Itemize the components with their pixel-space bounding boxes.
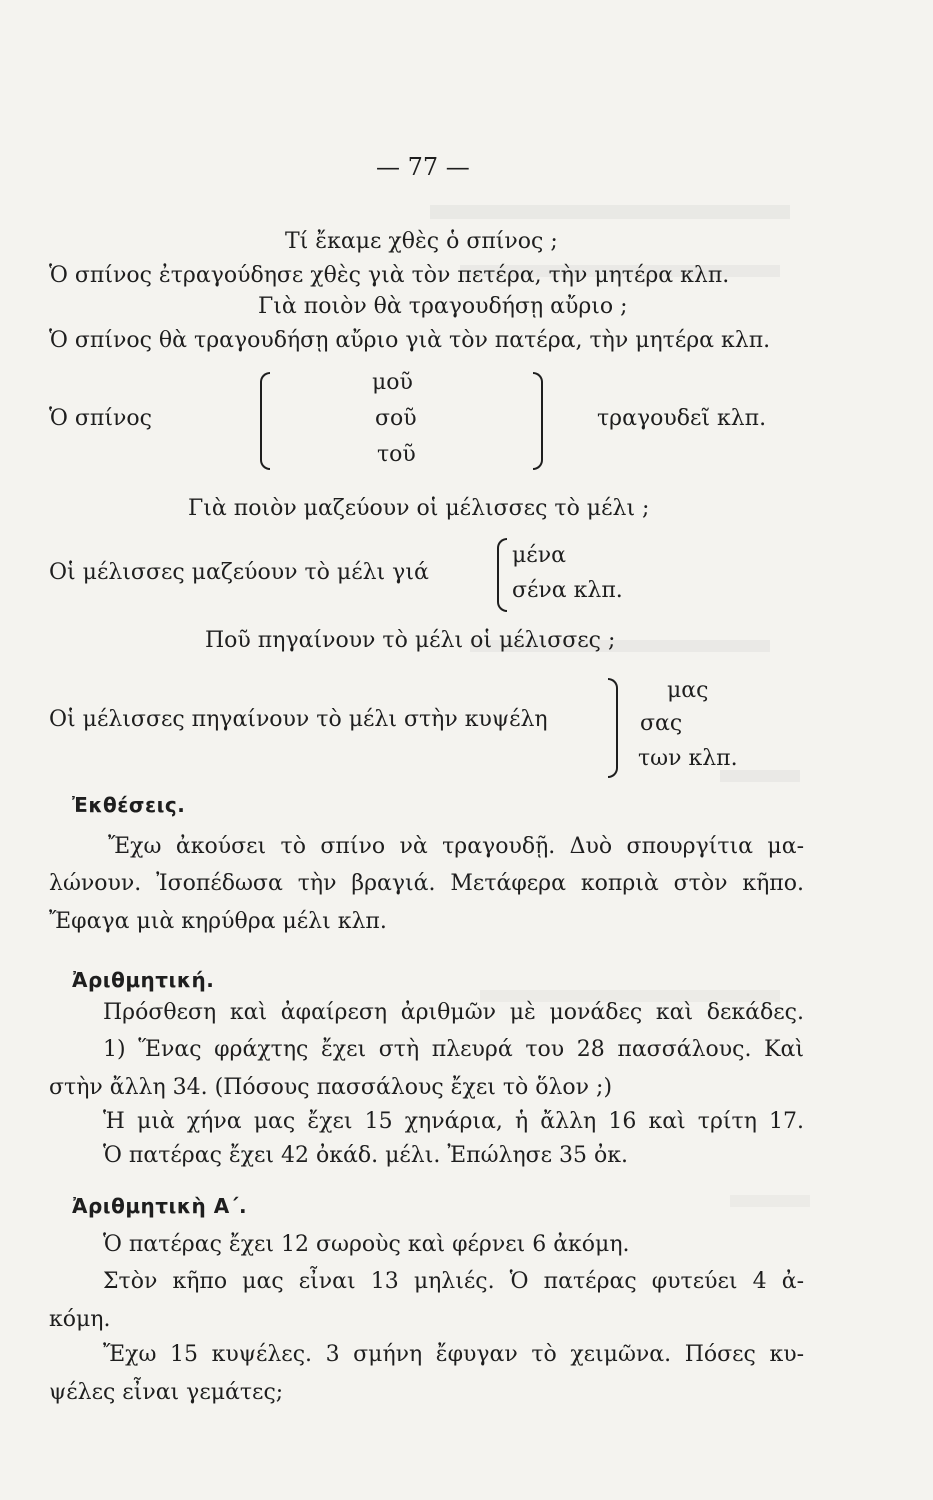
left-brace — [497, 538, 507, 612]
right-brace — [533, 372, 543, 470]
text-line: Πρόσθεση καὶ ἀφαίρεση ἀριθμῶν μὲ μονάδες καὶ δεκάδες. — [103, 1000, 804, 1025]
text-line: ψέλες εἶναι γεμάτες; — [49, 1380, 284, 1405]
pronoun-option-1: μας — [667, 678, 709, 703]
pronoun-option-2: σένα κλπ. — [512, 578, 623, 603]
song-question-4: Γιὰ ποιὸν μαζεύουν οἱ μέλισσες τὸ μέλι ; — [188, 496, 650, 521]
section-heading-ekthesis: Ἐκθέσεις. — [72, 793, 186, 817]
text-line: Ἡ μιὰ χήνα μας ἔχει 15 χηνάρια, ἡ ἄλλη 16 καὶ τρίτη 17. — [103, 1109, 804, 1134]
song-answer-3-verb: τραγουδεῖ κλπ. — [597, 406, 767, 431]
section-heading-arithmetic-a: Ἀριθμητικὴ Α΄. — [72, 1194, 248, 1218]
text-line: Ἔχω 15 κυψέλες. 3 σμήνη ἔφυγαν τὸ χειμῶνα. Πόσες κυ- — [103, 1342, 804, 1367]
text-line: 1) Ἕνας φράχτης ἔχει στὴ πλευρά του 28 πασσάλους. Καὶ — [103, 1037, 804, 1062]
text-line: Ὁ πατέρας ἔχει 12 σωροὺς καὶ φέρνει 6 ἀκόμη. — [103, 1232, 630, 1257]
pronoun-option-3: τοῦ — [377, 442, 416, 467]
text-line: Ἔφαγα μιὰ κηρύθρα μέλι κλπ. — [49, 909, 387, 934]
pronoun-option-2: σοῦ — [375, 406, 417, 431]
pronoun-option-2: σας — [640, 711, 683, 736]
song-question-5: Ποῦ πηγαίνουν τὸ μέλι οἱ μέλισσες ; — [205, 628, 616, 653]
text-line: λώνουν. Ἰσοπέδωσα τὴν βραγιά. Μετάφερα κοπριὰ στὸν κῆπο. — [49, 871, 804, 896]
song-answer-3-subject: Ὁ σπίνος — [49, 406, 152, 431]
left-brace — [260, 372, 270, 470]
text-line: Ὁ πατέρας ἔχει 42 ὀκάδ. μέλι. Ἐπώλησε 35 ὀκ. — [103, 1143, 629, 1168]
pronoun-option-3: των κλπ. — [638, 746, 738, 771]
song-question-1: Τί ἔκαμε χθὲς ὁ σπίνος ; — [285, 229, 558, 254]
text-line: Ἔχω ἀκούσει τὸ σπίνο νὰ τραγουδῇ. Δυὸ σπουργίτια μα- — [108, 834, 804, 859]
song-answer-4: Οἱ μέλισσες μαζεύουν τὸ μέλι γιά — [49, 560, 429, 585]
song-answer-1: Ὁ σπίνος ἐτραγούδησε χθὲς γιὰ τὸν πετέρα, τὴν μητέρα κλπ. — [49, 263, 730, 288]
text-line: κόμη. — [49, 1307, 111, 1332]
pronoun-option-1: μοῦ — [372, 370, 413, 395]
song-answer-5: Οἱ μέλισσες πηγαίνουν τὸ μέλι στὴν κυψέλη — [49, 707, 548, 732]
pronoun-option-1: μένα — [512, 543, 566, 568]
page-number: — 77 — — [376, 153, 470, 181]
song-answer-2: Ὁ σπίνος θὰ τραγουδήσῃ αὔριο γιὰ τὸν πατέρα, τὴν μητέρα κλπ. — [49, 328, 771, 353]
song-question-2: Γιὰ ποιὸν θὰ τραγουδήσῃ αὔριο ; — [258, 294, 628, 319]
right-brace — [608, 678, 618, 778]
section-heading-arithmetic: Ἀριθμητική. — [72, 968, 215, 992]
text-line: Στὸν κῆπο μας εἶναι 13 μηλιές. Ὁ πατέρας φυτεύει 4 ἀ- — [103, 1269, 804, 1294]
text-line: στὴν ἄλλη 34. (Πόσους πασσάλους ἔχει τὸ ὅλον ;) — [49, 1075, 613, 1100]
